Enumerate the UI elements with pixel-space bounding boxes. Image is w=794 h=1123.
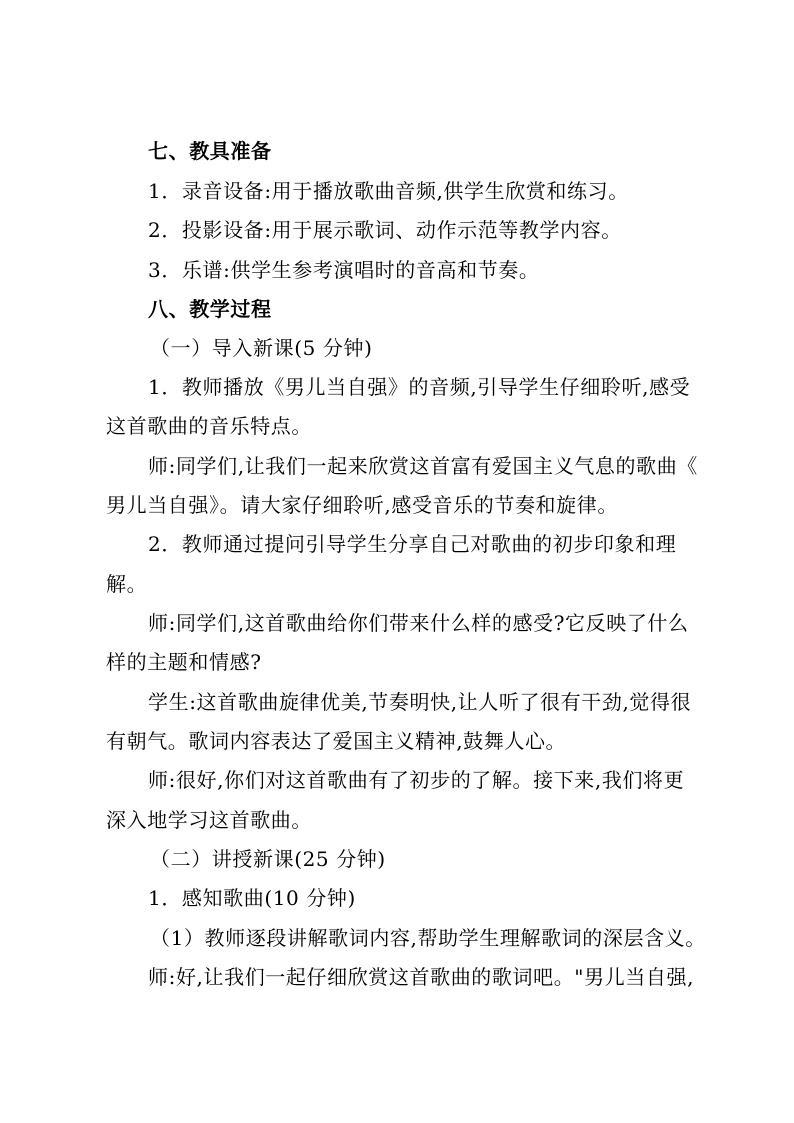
paragraph-line: 样的主题和情感? xyxy=(106,650,262,674)
paragraph-line: 这首歌曲的音乐特点。 xyxy=(106,414,312,438)
subsection-heading-2: （二）讲授新课(25 分钟) xyxy=(150,847,386,871)
paragraph-line: 师:很好,你们对这首歌曲有了初步的了解。接下来,我们将更 xyxy=(148,768,685,792)
paragraph-line: 深入地学习这首歌曲。 xyxy=(106,808,312,832)
paragraph-line: 学生:这首歌曲旋律优美,节奏明快,让人听了很有干劲,觉得很 xyxy=(148,690,692,714)
paragraph-line: 1．录音设备:用于播放歌曲音频,供学生欣赏和练习。 xyxy=(148,179,629,203)
paragraph-line: 师:好,让我们一起仔细欣赏这首歌曲的歌词吧。"男儿当自强, xyxy=(148,965,695,989)
paragraph-line: 1．感知歌曲(10 分钟) xyxy=(148,886,356,910)
paragraph-line: 有朝气。歌词内容表达了爱国主义精神,鼓舞人心。 xyxy=(106,729,567,753)
paragraph-line: （1）教师逐段讲解歌词内容,帮助学生理解歌词的深层含义。 xyxy=(150,926,706,950)
paragraph-line: 2．投影设备:用于展示歌词、动作示范等教学内容。 xyxy=(148,218,622,242)
section-heading-8: 八、教学过程 xyxy=(148,297,272,321)
section-heading-7: 七、教具准备 xyxy=(148,139,272,163)
paragraph-line: 2．教师通过提问引导学生分享自己对歌曲的初步印象和理 xyxy=(148,532,677,556)
paragraph-line: 1．教师播放《男儿当自强》的音频,引导学生仔细聆听,感受 xyxy=(148,375,691,399)
paragraph-line: 男儿当自强》。请大家仔细聆听,感受音乐的节奏和旋律。 xyxy=(106,493,618,517)
paragraph-line: 3．乐谱:供学生参考演唱时的音高和节奏。 xyxy=(148,258,540,282)
paragraph-line: 师:同学们,让我们一起来欣赏这首富有爱国主义气息的歌曲《 xyxy=(148,454,698,478)
paragraph-line: 解。 xyxy=(106,572,148,596)
subsection-heading-1: （一）导入新课(5 分钟) xyxy=(150,336,373,360)
paragraph-line: 师:同学们,这首歌曲给你们带来什么样的感受?它反映了什么 xyxy=(148,611,689,635)
